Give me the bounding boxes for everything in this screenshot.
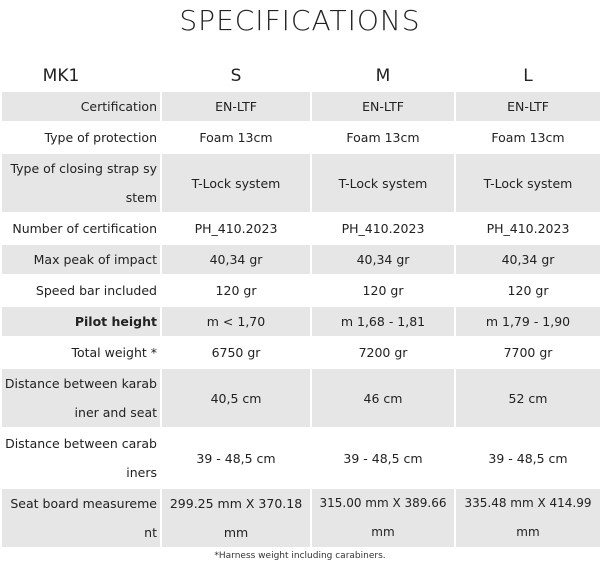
cell-m: Foam 13cm [312,123,454,152]
table-row-closing-strap [2,154,600,212]
table-row-number-of-certification [2,214,600,243]
cell-l: EN-LTF [456,92,600,121]
row-label: Type of closing strap system [2,154,160,212]
size-header-s: S [162,62,310,90]
model-name: MK1 [2,62,160,90]
cell-m: PH_410.2023 [312,214,454,243]
size-header-l: L [456,62,600,90]
cell-m: 7200 gr [312,338,454,367]
row-label: Max peak of impact [2,245,160,274]
cell-l: 120 gr [456,276,600,305]
cell-s: PH_410.2023 [162,214,310,243]
cell-m: 315.00 mm X 389.66 mm [312,489,454,547]
cell-l: Foam 13cm [456,123,600,152]
cell-m: 40,34 gr [312,245,454,274]
cell-m: 46 cm [312,369,454,427]
cell-l: T-Lock system [456,154,600,212]
table-row-seat-board [2,489,600,547]
cell-s: 120 gr [162,276,310,305]
table-row-pilot-height [2,307,600,336]
row-label: Certification [2,92,160,121]
row-label: Total weight * [2,338,160,367]
cell-l: 335.48 mm X 414.99 mm [456,489,600,547]
cell-l: 40,34 gr [456,245,600,274]
row-label: Seat board measurement [2,489,160,547]
table-header-row [2,62,600,90]
table-row-carabiner-distance [2,429,600,487]
cell-l: m 1,79 - 1,90 [456,307,600,336]
cell-l: PH_410.2023 [456,214,600,243]
footnote: *Harness weight including carabiners. [214,551,386,561]
page-title: SPECIFICATIONS [179,4,421,37]
cell-m: m 1,68 - 1,81 [312,307,454,336]
row-label: Pilot height [2,307,160,336]
cell-s: 39 - 48,5 cm [162,429,310,487]
cell-m: T-Lock system [312,154,454,212]
row-label: Distance between karabiner and seat [2,369,160,427]
row-label: Distance between carabiners [2,429,160,487]
cell-s: Foam 13cm [162,123,310,152]
cell-s: 299.25 mm X 370.18 mm [162,489,310,547]
cell-s: 40,5 cm [162,369,310,427]
row-label: Type of protection [2,123,160,152]
cell-m: EN-LTF [312,92,454,121]
table-row-type-of-protection [2,123,600,152]
table-row-certification [2,92,600,121]
cell-m: 39 - 48,5 cm [312,429,454,487]
cell-l: 52 cm [456,369,600,427]
row-label: Speed bar included [2,276,160,305]
table-row-max-peak-of-impact [2,245,600,274]
cell-l: 39 - 48,5 cm [456,429,600,487]
size-header-m: M [312,62,454,90]
specifications-table [0,60,600,549]
table-row-speed-bar [2,276,600,305]
row-label: Number of certification [2,214,160,243]
cell-s: T-Lock system [162,154,310,212]
table-row-karabiner-seat-distance [2,369,600,427]
cell-m: 120 gr [312,276,454,305]
table-row-total-weight [2,338,600,367]
cell-s: 40,34 gr [162,245,310,274]
cell-s: 6750 gr [162,338,310,367]
cell-l: 7700 gr [456,338,600,367]
cell-s: m < 1,70 [162,307,310,336]
cell-s: EN-LTF [162,92,310,121]
